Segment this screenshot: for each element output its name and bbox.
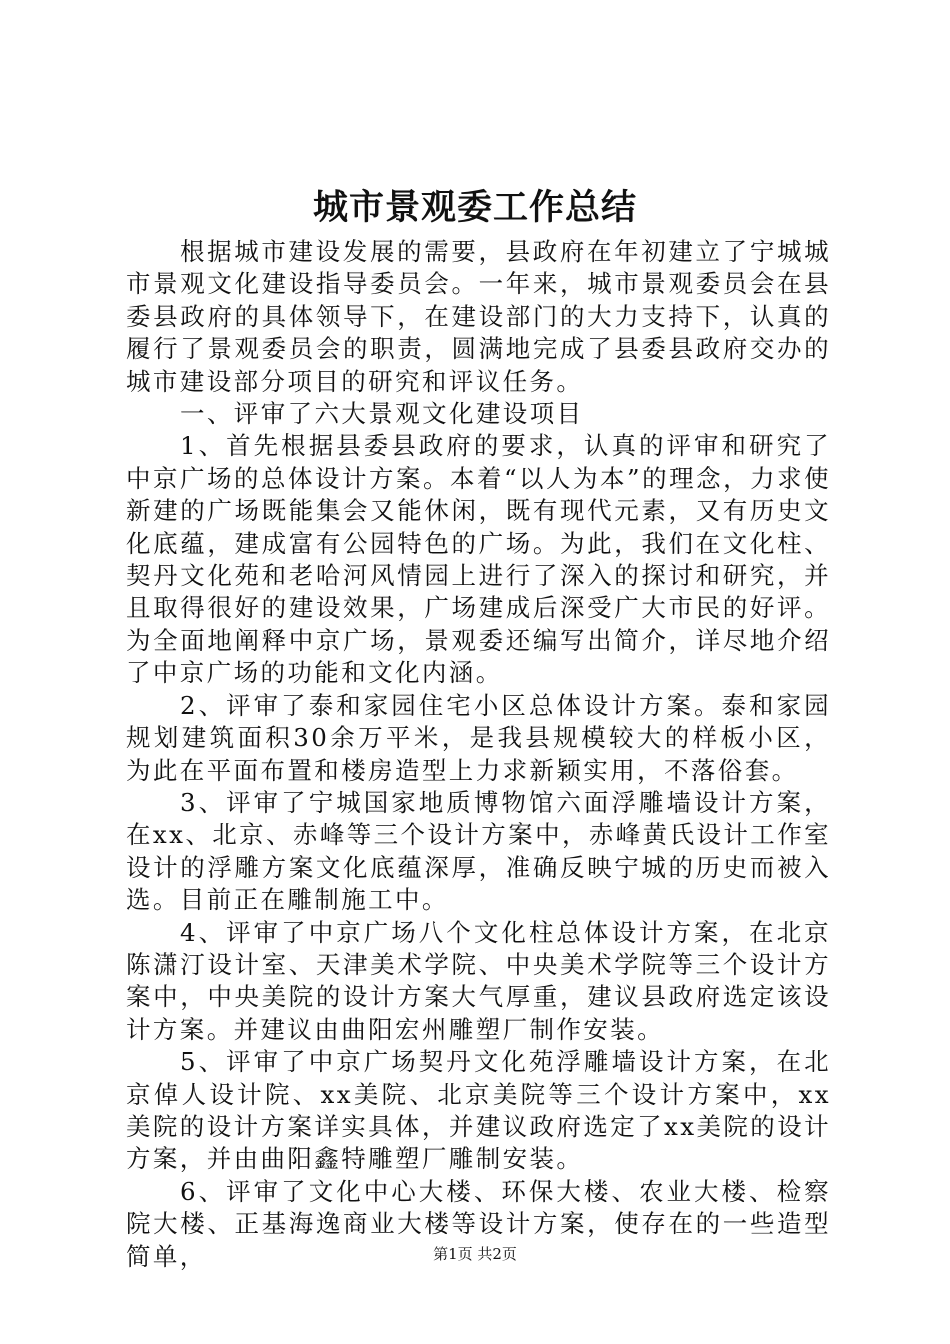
paragraph-item-6: 6、评审了文化中心大楼、环保大楼、农业大楼、检察院大楼、正基海逸商业大楼等设计方案，使存在的一些造型简单， — [126, 1176, 831, 1271]
paragraph-item-2: 2、评审了泰和家园住宅小区总体设计方案。泰和家园规划建筑面积30余万平米，是我县规模较大的样板小区，为此在平面布置和楼房造型上力求新颖实用，不落俗套。 — [126, 690, 831, 785]
paragraph-item-5: 5、评审了中京广场契丹文化苑浮雕墙设计方案，在北京倬人设计院、xx美院、北京美院等三个设计方案中，xx美院的设计方案详实具体，并建议政府选定了xx美院的设计方案，并由曲阳鑫特雕塑厂雕制安装。 — [126, 1047, 831, 1174]
paragraph-item-4: 4、评审了中京广场八个文化柱总体设计方案，在北京陈潇汀设计室、天津美术学院、中央美术学院等三个设计方案中，中央美院的设计方案大气厚重，建议县政府选定该设计方案。并建议由曲阳宏州雕塑厂制作安装。 — [126, 917, 831, 1044]
section-heading: 一、评审了六大景观文化建设项目 — [180, 399, 584, 429]
paragraph-item-1: 1、首先根据县委县政府的要求，认真的评审和研究了中京广场的总体设计方案。本着“以人为本”的理念，力求使新建的广场既能集会又能休闲，既有现代元素，又有历史文化底蕴，建成富有公园特色的广场。为此，我们在文化柱、契丹文化苑和老哈河风情园上进行了深入的探讨和研究，并且取得很好的建设效果，广场建成后深受广大市民的好评。为全面地阐释中京广场，景观委还编写出简介，详尽地介绍了中京广场的功能和文化内涵。 — [126, 431, 831, 688]
page-footer: 第1页 共2页 — [433, 1245, 517, 1263]
paragraph-item-3: 3、评审了宁城国家地质博物馆六面浮雕墙设计方案，在xx、北京、赤峰等三个设计方案中，赤峰黄氏设计工作室设计的浮雕方案文化底蕴深厚，准确反映宁城的历史而被入选。目前正在雕制施工中。 — [126, 787, 831, 915]
document-title: 城市景观委工作总结 — [312, 187, 637, 228]
paragraph-intro: 根据城市建设发展的需要，县政府在年初建立了宁城城市景观文化建设指导委员会。一年来，城市景观委员会在县委县政府的具体领导下，在建设部门的大力支持下，认真的履行了景观委员会的职责，圆满地完成了县委县政府交办的城市建设部分项目的研究和评议任务。 — [126, 237, 831, 396]
document-body — [126, 236, 831, 1273]
